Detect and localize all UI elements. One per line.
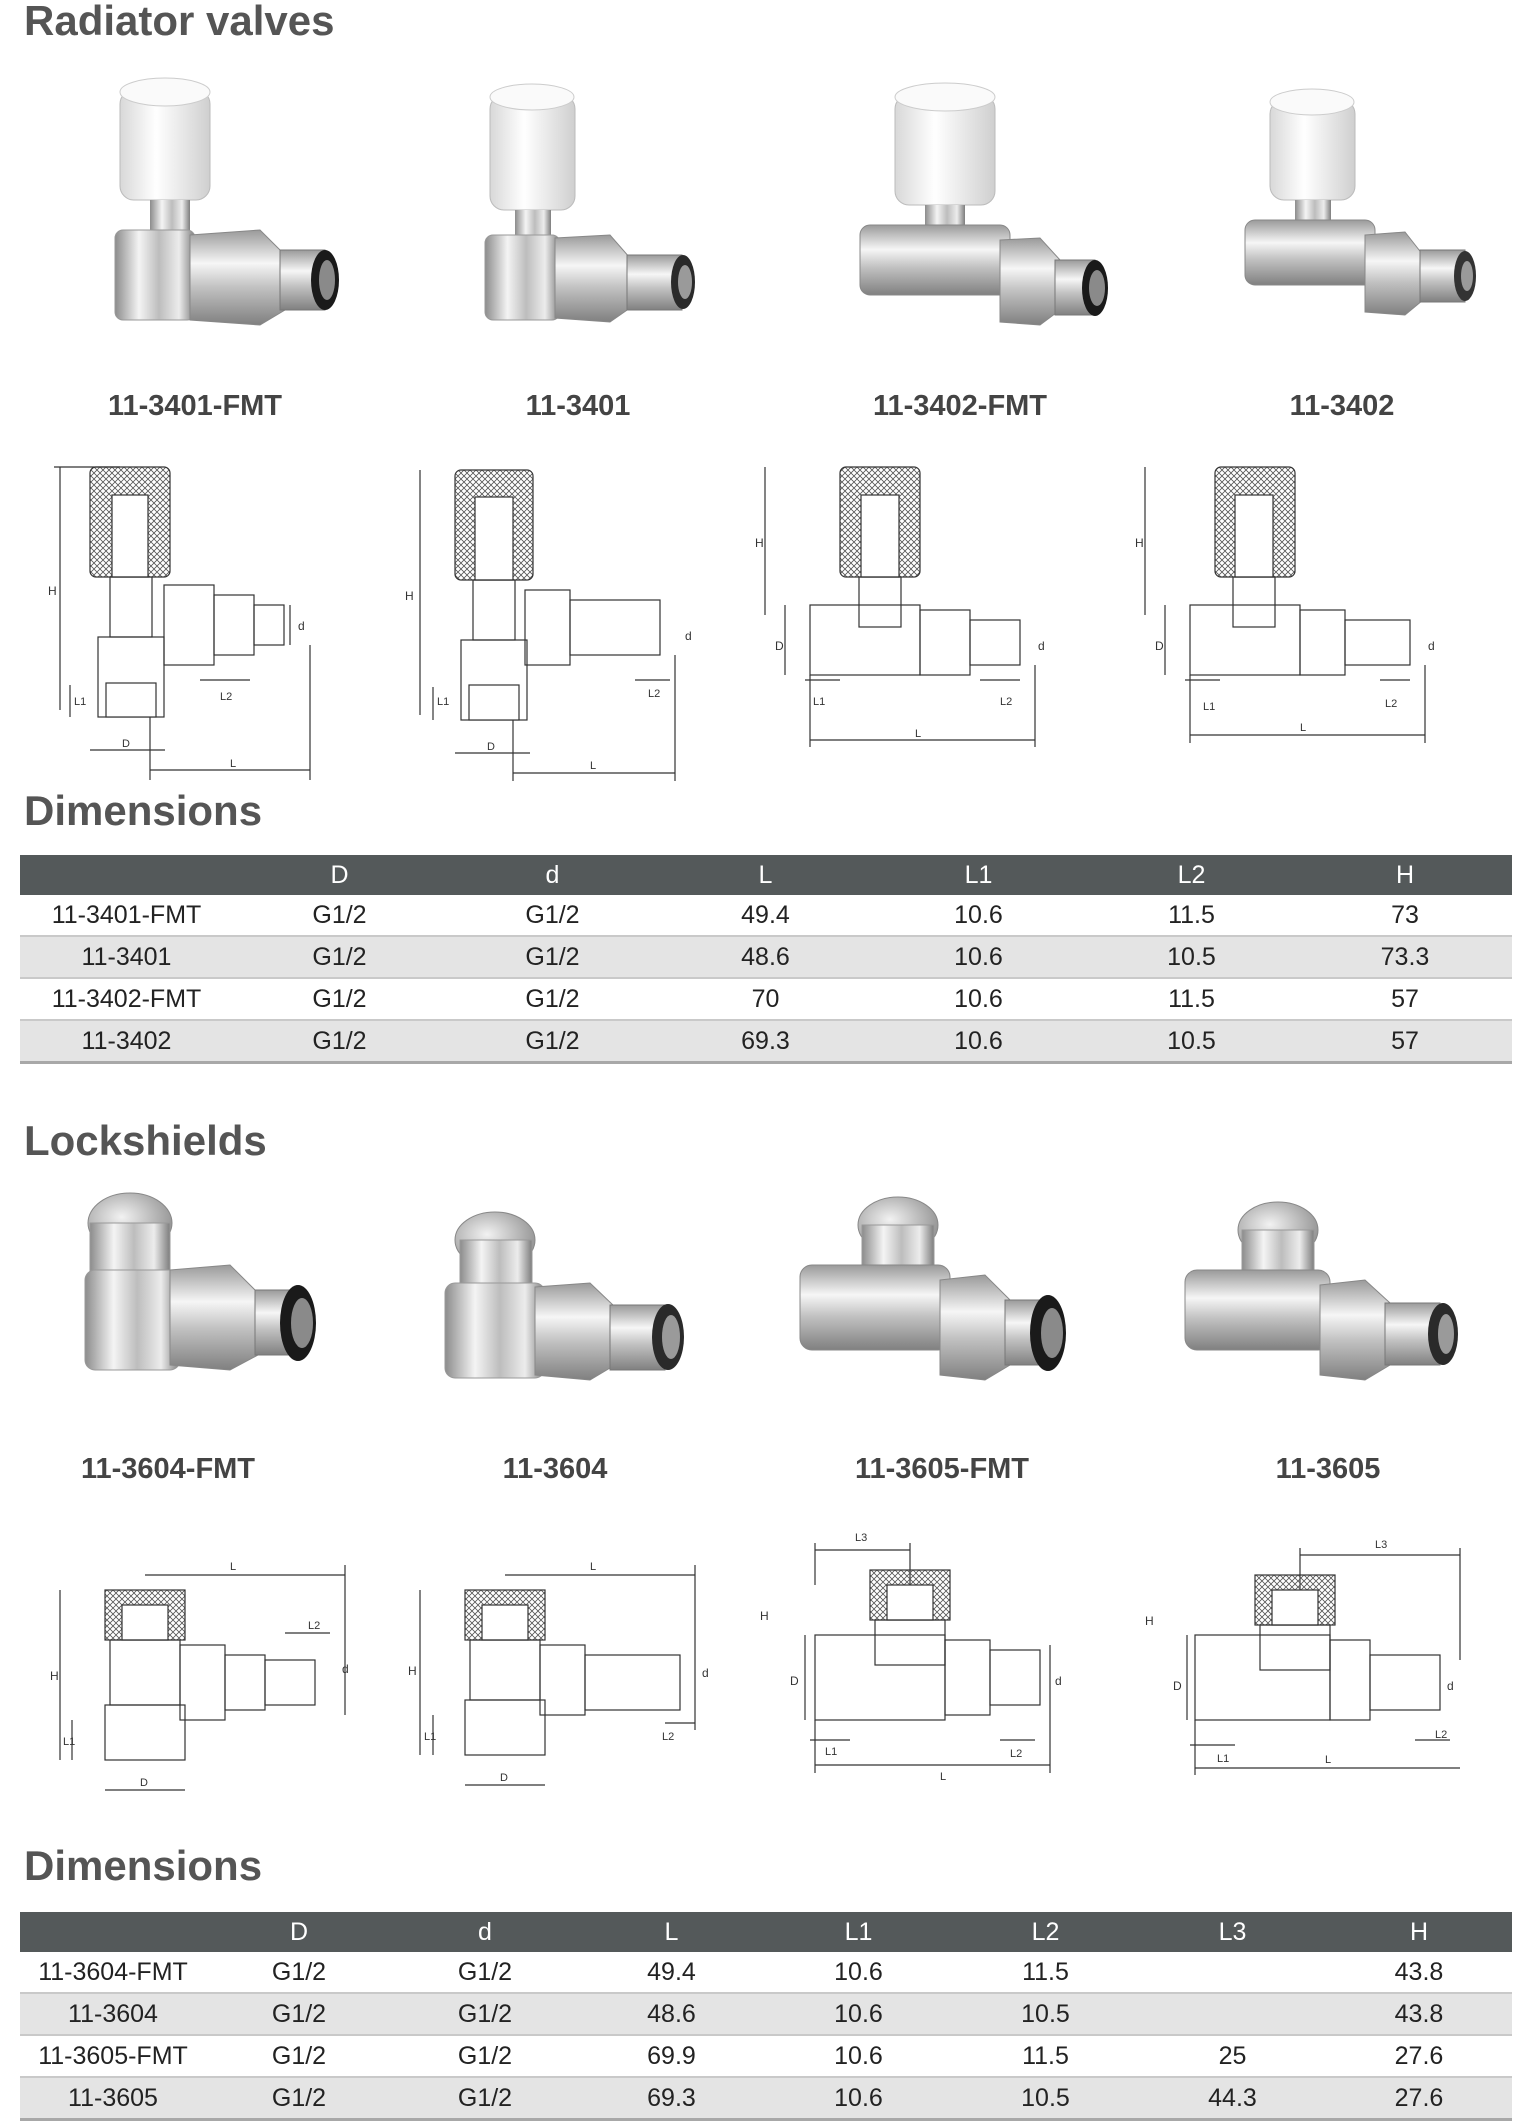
product-code: 11-3402 — [1289, 390, 1395, 422]
label-D: D — [500, 1772, 508, 1784]
table-cell: G1/2 — [392, 2035, 578, 2077]
label-L2: L2 — [1000, 696, 1013, 708]
table-cell: G1/2 — [233, 978, 446, 1020]
dimensions-table-lockshields — [20, 1912, 1512, 2121]
table-cell: 25 — [1139, 2035, 1326, 2077]
label-d: d — [685, 629, 692, 643]
product-code: 11-3604-FMT — [80, 1453, 256, 1485]
table-header-row — [20, 1912, 1512, 1952]
label-H: H — [1145, 1614, 1154, 1628]
table-cell: 44.3 — [1139, 2077, 1326, 2120]
label-L: L — [915, 728, 922, 740]
table-cell: G1/2 — [206, 2077, 392, 2120]
table-row — [20, 978, 1512, 1020]
label-L: L — [590, 760, 597, 772]
table-cell: G1/2 — [206, 2035, 392, 2077]
product-photo-11-3604-fmt — [30, 1165, 370, 1465]
label-L1: L1 — [1217, 1753, 1230, 1765]
technical-drawing-11-3605-fmt — [760, 1525, 1100, 1790]
label-d: d — [1447, 1679, 1454, 1693]
label-L2: L2 — [1010, 1748, 1023, 1760]
table-cell: G1/2 — [446, 895, 659, 936]
table-cell: 57 — [1298, 978, 1512, 1020]
table-cell: G1/2 — [392, 1993, 578, 2035]
table-cell: 73 — [1298, 895, 1512, 936]
column-header — [20, 1912, 206, 1952]
label-L1: L1 — [63, 1736, 76, 1748]
product-code: 11-3401 — [525, 390, 631, 422]
label-L1: L1 — [1203, 701, 1216, 713]
product-code: 11-3402-FMT — [872, 390, 1048, 422]
label-L2: L2 — [1435, 1729, 1448, 1741]
label-L: L — [230, 758, 237, 770]
table-cell: 73.3 — [1298, 936, 1512, 978]
table-cell: 10.6 — [765, 1993, 952, 2035]
column-header: L2 — [1085, 855, 1298, 895]
label-L1: L1 — [437, 696, 450, 708]
dimensions-table-radiator-valves — [20, 855, 1512, 1064]
label-H: H — [755, 536, 764, 550]
table-cell: 69.3 — [659, 1020, 872, 1063]
label-H: H — [760, 1609, 769, 1623]
label-L: L — [1300, 722, 1307, 734]
table-cell: 11.5 — [1085, 895, 1298, 936]
table-cell: 11-3402 — [20, 1020, 233, 1063]
table-cell: 10.5 — [1085, 1020, 1298, 1063]
label-d: d — [342, 1662, 349, 1676]
label-H: H — [408, 1664, 417, 1678]
table-cell: 10.6 — [872, 895, 1085, 936]
label-L: L — [1325, 1754, 1332, 1766]
label-L: L — [230, 1561, 237, 1573]
product-code: 11-3605 — [1275, 1453, 1381, 1485]
technical-drawing-11-3401 — [395, 455, 695, 790]
table-cell: 10.6 — [872, 978, 1085, 1020]
table-cell: 57 — [1298, 1020, 1512, 1063]
dimensions-title: Dimensions — [24, 787, 263, 834]
table-cell: 10.6 — [765, 2077, 952, 2120]
table-cell: 43.8 — [1326, 1993, 1512, 2035]
column-header: L — [659, 855, 872, 895]
dimensions-title: Dimensions — [24, 1842, 263, 1889]
label-D: D — [775, 639, 784, 653]
label-D: D — [122, 738, 130, 750]
table-cell: 10.5 — [1085, 936, 1298, 978]
technical-drawing-11-3402 — [1135, 455, 1465, 760]
product-code: 11-3604 — [502, 1453, 608, 1485]
table-cell: 10.5 — [952, 2077, 1139, 2120]
section-title-lockshields: Lockshields — [24, 1117, 267, 1164]
label-H: H — [1135, 536, 1144, 550]
product-code: 11-3605-FMT — [854, 1453, 1030, 1485]
label-d: d — [702, 1666, 709, 1680]
table-cell: 10.5 — [952, 1993, 1139, 2035]
label-D: D — [1173, 1679, 1182, 1693]
table-cell: 27.6 — [1326, 2077, 1512, 2120]
table-cell: 70 — [659, 978, 872, 1020]
label-d: d — [1428, 639, 1435, 653]
column-header: H — [1326, 1912, 1512, 1952]
table-cell: 49.4 — [578, 1952, 765, 1993]
table-cell: 48.6 — [578, 1993, 765, 2035]
label-L1: L1 — [74, 696, 87, 708]
table-cell: 10.6 — [872, 1020, 1085, 1063]
table-row — [20, 2035, 1512, 2077]
table-cell: G1/2 — [446, 1020, 659, 1063]
table-cell: 11-3604 — [20, 1993, 206, 2035]
table-cell: G1/2 — [233, 1020, 446, 1063]
section-title-radiator-valves: Radiator valves — [24, 0, 335, 44]
label-L2: L2 — [220, 691, 233, 703]
column-header — [20, 855, 233, 895]
column-header: D — [206, 1912, 392, 1952]
column-header: d — [446, 855, 659, 895]
table-cell: 11.5 — [1085, 978, 1298, 1020]
table-cell: 10.6 — [765, 2035, 952, 2077]
label-L2: L2 — [308, 1620, 321, 1632]
label-d: d — [298, 619, 305, 633]
table-cell: 11.5 — [952, 2035, 1139, 2077]
product-photo-11-3402-fmt — [790, 60, 1130, 360]
table-row — [20, 895, 1512, 936]
label-D: D — [140, 1777, 148, 1789]
label-H: H — [48, 584, 57, 598]
column-header: D — [233, 855, 446, 895]
column-header: L3 — [1139, 1912, 1326, 1952]
table-cell: 11-3401-FMT — [20, 895, 233, 936]
table-row — [20, 2077, 1512, 2120]
table-row — [20, 936, 1512, 978]
table-cell: G1/2 — [206, 1993, 392, 2035]
column-header: L1 — [765, 1912, 952, 1952]
label-L3: L3 — [855, 1532, 868, 1544]
label-L1: L1 — [825, 1746, 838, 1758]
table-cell: 11-3402-FMT — [20, 978, 233, 1020]
table-row — [20, 1952, 1512, 1993]
label-L2: L2 — [648, 688, 661, 700]
table-cell: G1/2 — [446, 936, 659, 978]
product-photo-11-3604 — [410, 1165, 750, 1465]
table-cell: 48.6 — [659, 936, 872, 978]
table-header-row — [20, 855, 1512, 895]
table-cell: 11-3605-FMT — [20, 2035, 206, 2077]
label-L3: L3 — [1375, 1539, 1388, 1551]
table-cell: 11-3604-FMT — [20, 1952, 206, 1993]
label-L1: L1 — [813, 696, 826, 708]
table-row — [20, 1993, 1512, 2035]
table-cell: 27.6 — [1326, 2035, 1512, 2077]
label-L2: L2 — [1385, 698, 1398, 710]
table-cell: 11.5 — [952, 1952, 1139, 1993]
product-photo-11-3605 — [1160, 1165, 1500, 1465]
table-cell: G1/2 — [446, 978, 659, 1020]
table-cell: 11-3605 — [20, 2077, 206, 2120]
technical-drawing-11-3605 — [1145, 1530, 1485, 1795]
technical-drawing-11-3401-fmt — [40, 455, 340, 790]
technical-drawing-11-3604-fmt — [50, 1545, 370, 1810]
label-L: L — [940, 1771, 947, 1783]
label-L: L — [590, 1561, 597, 1573]
column-header: d — [392, 1912, 578, 1952]
table-cell: G1/2 — [233, 936, 446, 978]
table-cell: G1/2 — [392, 2077, 578, 2120]
product-photo-11-3402 — [1165, 60, 1505, 360]
product-photo-11-3401-fmt — [40, 60, 380, 360]
label-H: H — [405, 589, 414, 603]
label-D: D — [1155, 639, 1164, 653]
table-cell — [1139, 1993, 1326, 2035]
table-cell: 69.9 — [578, 2035, 765, 2077]
label-D: D — [790, 1674, 799, 1688]
column-header: L2 — [952, 1912, 1139, 1952]
label-L1: L1 — [424, 1731, 437, 1743]
column-header: L — [578, 1912, 765, 1952]
product-photo-11-3401 — [395, 60, 735, 360]
label-d: d — [1038, 639, 1045, 653]
table-row — [20, 1020, 1512, 1063]
table-cell: G1/2 — [392, 1952, 578, 1993]
product-code: 11-3401-FMT — [107, 390, 283, 422]
table-cell: 43.8 — [1326, 1952, 1512, 1993]
column-header: L1 — [872, 855, 1085, 895]
table-cell: 10.6 — [765, 1952, 952, 1993]
label-L2: L2 — [662, 1731, 675, 1743]
label-d: d — [1055, 1674, 1062, 1688]
table-cell: 11-3401 — [20, 936, 233, 978]
label-D: D — [487, 741, 495, 753]
table-cell: 49.4 — [659, 895, 872, 936]
table-cell: G1/2 — [206, 1952, 392, 1993]
table-cell: G1/2 — [233, 895, 446, 936]
table-cell — [1139, 1952, 1326, 1993]
label-H: H — [50, 1669, 59, 1683]
table-cell: 69.3 — [578, 2077, 765, 2120]
column-header: H — [1298, 855, 1512, 895]
table-cell: 10.6 — [872, 936, 1085, 978]
product-photo-11-3605-fmt — [780, 1165, 1120, 1465]
technical-drawing-11-3604 — [400, 1545, 720, 1810]
technical-drawing-11-3402-fmt — [755, 455, 1085, 760]
